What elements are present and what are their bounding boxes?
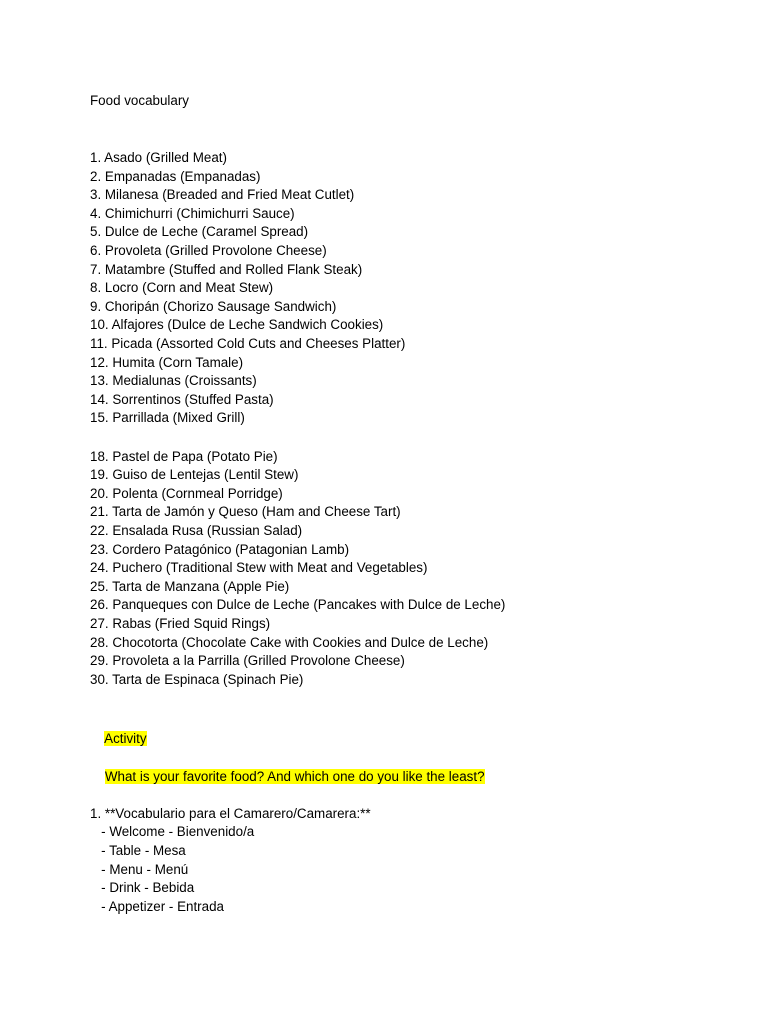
vocab-item: - Appetizer - Entrada — [90, 898, 224, 914]
list-item: 4. Chimichurri (Chimichurri Sauce) — [90, 205, 295, 221]
list-item: 13. Medialunas (Croissants) — [90, 373, 257, 389]
vocab-item: - Menu - Menú — [90, 861, 189, 877]
list-item: 1. Asado (Grilled Meat) — [90, 150, 227, 165]
vocab-item: - Welcome - Bienvenido/a — [90, 824, 255, 840]
list-item: 28. Chocotorta (Chocolate Cake with Cookies and Dulce de Leche) — [90, 634, 489, 650]
list-item: 11. Picada (Assorted Cold Cuts and Cheeses Platter) — [90, 336, 406, 351]
list-item: 5. Dulce de Leche (Caramel Spread) — [90, 224, 309, 240]
list-item: 29. Provoleta a la Parrilla (Grilled Provolone Cheese) — [90, 653, 405, 669]
vocab-item: - Drink - Bebida — [90, 880, 195, 896]
list-item: 9. Choripán (Chorizo Sausage Sandwich) — [90, 298, 337, 314]
list-item: 23. Cordero Patagónico (Patagonian Lamb) — [90, 541, 350, 557]
activity-heading — [90, 710, 147, 746]
list-item: 24. Puchero (Traditional Stew with Meat and Vegetables) — [90, 560, 428, 576]
list-item: 25. Tarta de Manzana (Apple Pie) — [90, 578, 290, 594]
list-item: 6. Provoleta (Grilled Provolone Cheese) — [90, 243, 327, 258]
list-item: 15. Parrillada (Mixed Grill) — [90, 410, 245, 426]
list-item: 27. Rabas (Fried Squid Rings) — [90, 616, 271, 631]
list-item: 7. Matambre (Stuffed and Rolled Flank Steak) — [90, 261, 363, 277]
list-item: 10. Alfajores (Dulce de Leche Sandwich Cookies) — [90, 317, 384, 333]
list-item: 12. Humita (Corn Tamale) — [90, 354, 244, 370]
list-item: 3. Milanesa (Breaded and Fried Meat Cutlet) — [90, 187, 355, 203]
activity-question-line — [90, 748, 485, 784]
list-item: 22. Ensalada Rusa (Russian Salad) — [90, 523, 303, 538]
list-item: 20. Polenta (Cornmeal Porridge) — [90, 485, 283, 501]
activity-label: Activity — [104, 731, 147, 746]
document-title: Food vocabulary — [90, 93, 189, 108]
list-item: 19. Guiso de Lentejas (Lentil Stew) — [90, 467, 299, 483]
list-item: 14. Sorrentinos (Stuffed Pasta) — [90, 391, 274, 407]
list-item: 30. Tarta de Espinaca (Spinach Pie) — [90, 671, 304, 687]
vocab-heading: 1. **Vocabulario para el Camarero/Camarera:** — [90, 805, 371, 821]
list-item: 8. Locro (Corn and Meat Stew) — [90, 280, 274, 296]
list-item: 26. Panqueques con Dulce de Leche (Pancakes with Dulce de Leche) — [90, 597, 506, 613]
list-item: 2. Empanadas (Empanadas) — [90, 168, 261, 184]
list-item: 21. Tarta de Jamón y Queso (Ham and Cheese Tart) — [90, 504, 401, 520]
activity-question: What is your favorite food? And which one do you like the least? — [104, 769, 485, 784]
vocab-item: - Table - Mesa — [90, 843, 186, 858]
list-item: 18. Pastel de Papa (Potato Pie) — [90, 448, 278, 464]
